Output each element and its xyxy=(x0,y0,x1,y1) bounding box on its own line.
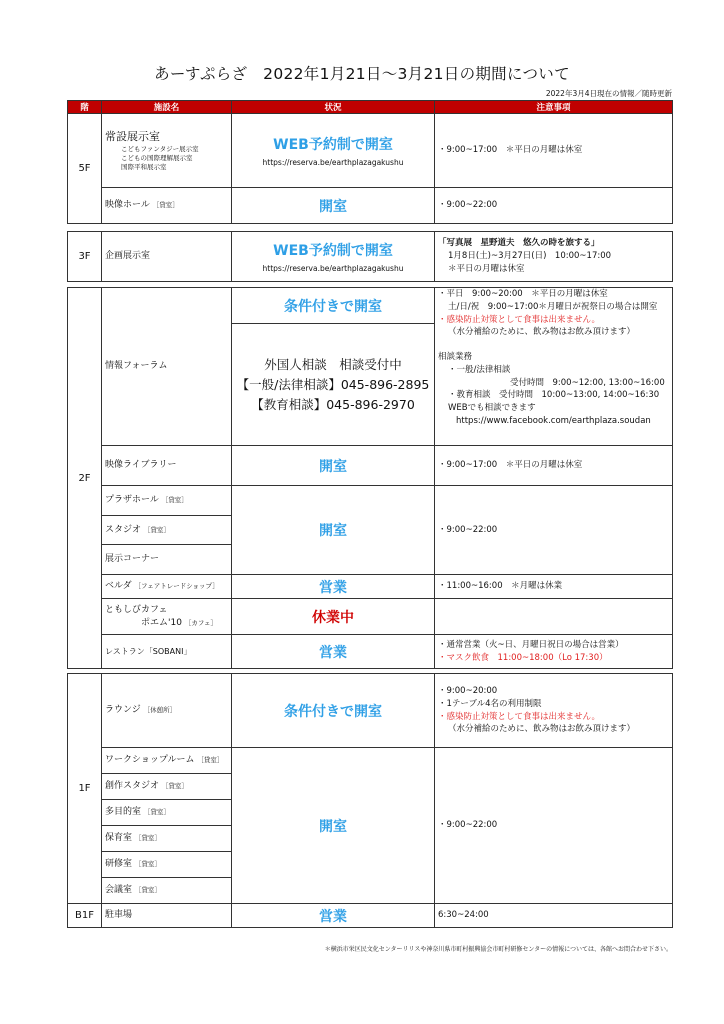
facility-plaza-hall xyxy=(102,486,232,516)
room-name: ワークショップルーム xyxy=(105,755,195,766)
room-tag: ［貸室］ xyxy=(143,808,170,817)
status-business: 営業 xyxy=(319,579,347,596)
floor-b1f: B1F xyxy=(68,904,102,928)
cafe-tag: ［カフェ］ xyxy=(184,618,217,627)
facility-library: 映像ライブラリー xyxy=(102,446,232,486)
lounge-tag: ［休憩所］ xyxy=(143,706,177,715)
note-resto xyxy=(435,635,673,669)
lounge-note-4: （水分補給のために、飲み物はお飲み頂けます） xyxy=(448,724,636,735)
row-plaza-hall xyxy=(68,486,673,516)
consult-education-phone[interactable]: 【教育相談】045-896-2970 xyxy=(251,396,415,412)
forum-note-3: ・感染防止対策として食事は出来ません。 xyxy=(438,314,601,325)
cafe-name-2: ポエム'10 xyxy=(141,617,182,628)
forum-note-4: （水分補給のために、飲み物はお飲み頂けます） xyxy=(448,327,636,338)
status-cond-open: 条件付きで開室 xyxy=(284,298,382,315)
consult-title: 外国人相談 相談受付中 xyxy=(264,356,402,372)
room-tag: ［貸室］ xyxy=(134,860,161,869)
kikaku-note-2: 1月8日(土)~3月27日(日) 10:00~17:00 xyxy=(448,251,612,262)
spacer-row xyxy=(68,224,673,232)
forum-note-2: 土/日/祝 9:00~17:00＊月曜日が祝祭日の場合は開室 xyxy=(448,301,658,312)
status-cafe xyxy=(232,599,435,635)
row-room xyxy=(68,748,673,774)
facility-room-1 xyxy=(102,748,232,774)
note-plaza-group: ・9:00~22:00 xyxy=(435,486,673,575)
status-open: 開室 xyxy=(319,818,347,835)
room-name: 創作スタジオ xyxy=(105,781,160,792)
note-lounge xyxy=(435,674,673,748)
facility-eizo-hall xyxy=(102,188,232,224)
footnote: ＊横浜市栄区民文化センターリリスや神奈川県市町村振興協会市町村研修センターの情報については、各館へお問合わせ下さい。 xyxy=(324,946,672,953)
beruda-name: ベルダ xyxy=(105,581,132,592)
status-lounge xyxy=(232,674,435,748)
status-web-open: WEB予約制で開室 xyxy=(273,137,393,153)
lounge-note-3: ・感染防止対策として食事は出来ません。 xyxy=(438,711,601,722)
facility-studio xyxy=(102,516,232,545)
status-cond-open: 条件付きで開室 xyxy=(284,703,382,720)
consult-note-1: 相談業務 xyxy=(438,352,473,362)
reserve-url[interactable]: https://reserva.be/earthplazagakushu xyxy=(262,158,404,167)
note-parking: 6:30~24:00 xyxy=(435,904,673,928)
note-jousetsu: ・9:00~17:00 ＊平日の月曜は休室 xyxy=(435,114,673,188)
facility-room-6 xyxy=(102,878,232,904)
row-library xyxy=(68,446,673,486)
reserve-url[interactable]: https://reserva.be/earthplazagakushu xyxy=(262,264,404,273)
room-name: 多目的室 xyxy=(105,807,142,818)
status-web-open: WEB予約制で開室 xyxy=(273,243,393,259)
row-resto xyxy=(68,635,673,669)
note-eizo-hall: ・9:00~22:00 xyxy=(435,188,673,224)
facility-kikaku: 企画展示室 xyxy=(102,232,232,282)
header-floor: 階 xyxy=(68,101,102,114)
jousetsu-sub-3: 国際平和展示室 xyxy=(121,162,167,171)
status-forum-consult xyxy=(232,324,435,446)
status-jousetsu xyxy=(232,114,435,188)
eizo-hall-name: 映像ホール xyxy=(105,200,150,211)
room-tag: ［貸室］ xyxy=(197,756,224,765)
status-closed: 休業中 xyxy=(312,609,354,626)
header-status: 状況 xyxy=(232,101,435,114)
header-row xyxy=(68,101,673,114)
forum-note-1: ・平日 9:00~20:00 ＊平日の月曜は休室 xyxy=(438,289,608,299)
floor-5f: 5F xyxy=(68,114,102,224)
as-of-date: 2022年3月4日現在の情報／随時更新 xyxy=(545,89,672,98)
row-parking xyxy=(68,904,673,928)
facility-jousetsu xyxy=(102,114,232,188)
eizo-hall-tag: ［貸室］ xyxy=(152,201,179,210)
status-kikaku xyxy=(232,232,435,282)
studio-name: スタジオ xyxy=(105,524,142,535)
status-business: 営業 xyxy=(319,644,347,661)
note-kikaku xyxy=(435,232,673,282)
header-notes: 注意事項 xyxy=(435,101,673,114)
room-tag: ［貸室］ xyxy=(134,834,161,843)
status-rooms xyxy=(232,748,435,904)
note-beruda: ・11:00~16:00 ＊月曜は休業 xyxy=(435,575,673,599)
facility-status-table xyxy=(67,100,673,928)
floor-1f: 1F xyxy=(68,674,102,904)
status-beruda xyxy=(232,575,435,599)
facility-cafe xyxy=(102,599,232,635)
facility-jousetsu-name: 常設展示室 xyxy=(105,130,160,144)
facility-corner: 展示コーナー xyxy=(102,545,232,575)
floor-3f: 3F xyxy=(68,232,102,282)
facility-lounge xyxy=(102,674,232,748)
row-jousetsu xyxy=(68,114,673,188)
facility-room-5 xyxy=(102,852,232,878)
row-kikaku xyxy=(68,232,673,282)
status-forum-cond xyxy=(232,288,435,324)
studio-tag: ［貸室］ xyxy=(143,525,170,534)
plaza-hall-name: プラザホール xyxy=(105,495,159,506)
consult-note-2: ・一般/法律相談 xyxy=(448,364,511,375)
status-business: 営業 xyxy=(319,908,347,925)
jousetsu-sub-2: こどもの国際理解展示室 xyxy=(121,153,193,162)
jousetsu-sub-1: こどもファンタジー展示室 xyxy=(121,144,199,153)
facility-room-2 xyxy=(102,774,232,800)
lounge-name: ラウンジ xyxy=(105,705,141,716)
room-tag: ［貸室］ xyxy=(161,782,188,791)
room-tag: ［貸室］ xyxy=(134,886,161,895)
row-eizo-hall xyxy=(68,188,673,224)
status-parking xyxy=(232,904,435,928)
room-name: 保育室 xyxy=(105,833,133,844)
room-name: 研修室 xyxy=(105,859,133,870)
kikaku-note-3: ＊平日の月曜は休室 xyxy=(448,263,525,274)
status-open: 開室 xyxy=(319,523,347,539)
consult-facebook-url[interactable]: https://www.facebook.com/earthplaza.soudan xyxy=(456,415,651,426)
facility-resto: レストラン「SOBANI」 xyxy=(102,635,232,669)
facility-room-4 xyxy=(102,826,232,852)
consult-note-4: ・教育相談 受付時間 10:00~13:00, 14:00~16:30 xyxy=(448,390,660,401)
row-beruda xyxy=(68,575,673,599)
facility-parking: 駐車場 xyxy=(102,904,232,928)
plaza-hall-tag: ［貸室］ xyxy=(161,496,188,505)
note-rooms: ・9:00~22:00 xyxy=(435,748,673,904)
facility-room-3 xyxy=(102,800,232,826)
row-lounge xyxy=(68,674,673,748)
status-resto xyxy=(232,635,435,669)
note-forum xyxy=(435,288,673,446)
status-open: 開室 xyxy=(319,198,347,215)
header-facility: 施設名 xyxy=(102,101,232,114)
row-cafe xyxy=(68,599,673,635)
consult-note-5: WEBでも相談できます xyxy=(448,403,536,413)
cafe-name-1: ともしびカフェ xyxy=(105,604,168,615)
status-eizo-hall xyxy=(232,188,435,224)
consult-general-phone[interactable]: 【一般/法律相談】045-896-2895 xyxy=(236,376,430,392)
facility-beruda xyxy=(102,575,232,599)
kikaku-note-1: 「写真展 星野道夫 悠久の時を旅する」 xyxy=(438,238,600,249)
floor-2f: 2F xyxy=(68,288,102,669)
note-library: ・9:00~17:00 ＊平日の月曜は休室 xyxy=(435,446,673,486)
note-cafe xyxy=(435,599,673,635)
status-plaza-group xyxy=(232,486,435,575)
facility-forum: 情報フォーラム xyxy=(102,288,232,446)
status-library xyxy=(232,446,435,486)
row-forum-cond xyxy=(68,288,673,324)
page-title: あーすぷらざ 2022年1月21日～3月21日の期間について xyxy=(154,65,570,83)
beruda-tag: ［フェアトレードショップ］ xyxy=(134,582,219,591)
resto-note-1: ・通常営業（火~日、月曜日祝日の場合は営業） xyxy=(438,639,624,650)
status-open: 開室 xyxy=(319,458,347,475)
lounge-note-2: ・1テーブル4名の利用制限 xyxy=(438,698,542,709)
resto-note-2: ・マスク飲食 11:00~18:00（Lo 17:30） xyxy=(438,652,608,663)
room-name: 会議室 xyxy=(105,885,133,896)
consult-note-3: 受付時間 9:00~12:00, 13:00~16:00 xyxy=(510,377,665,388)
lounge-note-1: ・9:00~20:00 xyxy=(438,686,498,696)
